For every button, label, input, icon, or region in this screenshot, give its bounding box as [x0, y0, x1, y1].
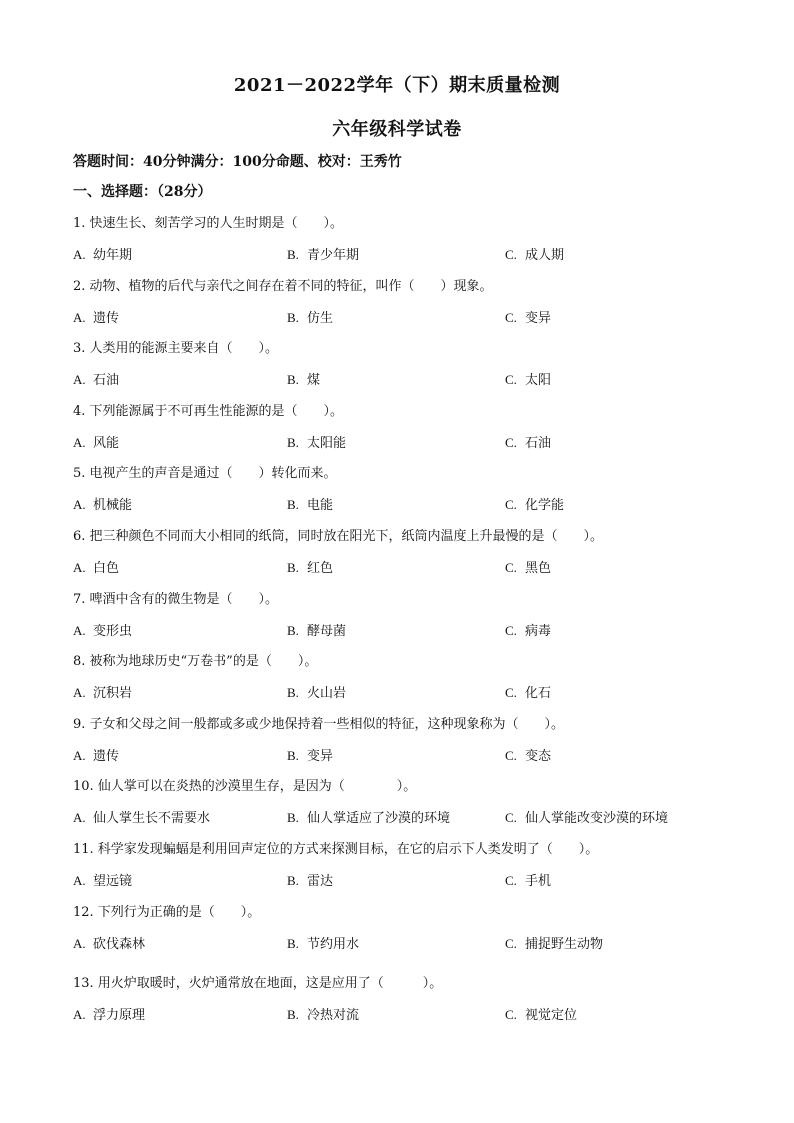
option-b — [287, 1004, 359, 1027]
question-13 — [73, 973, 733, 1036]
question-1 — [73, 213, 733, 276]
question-7 — [73, 589, 733, 652]
option-letter: B. — [287, 622, 299, 638]
question-stem: 9. 子女和父母之间一般都或多或少地保持着一些相似的特征，这种现象称为（ ）。 — [73, 716, 565, 732]
option-b — [287, 807, 450, 830]
option-a — [73, 557, 119, 580]
option-letter: B. — [287, 1007, 299, 1023]
question-options — [73, 620, 733, 651]
option-a — [73, 369, 119, 392]
option-c — [505, 682, 551, 705]
option-letter: C. — [505, 622, 517, 638]
option-text: 酵母菌 — [307, 623, 347, 639]
question-stem: 12. 下列行为正确的是（ ）。 — [73, 904, 261, 920]
option-text: 化学能 — [525, 498, 565, 514]
option-text: 仙人掌适应了沙漠的环境 — [307, 811, 451, 827]
option-a — [73, 933, 145, 956]
option-text: 变异 — [307, 748, 334, 764]
option-b — [287, 494, 333, 517]
question-stem: 1. 快速生长、刻苦学习的人生时期是（ ）。 — [73, 216, 344, 231]
option-b — [287, 307, 333, 330]
option-text: 机械能 — [93, 498, 133, 514]
option-b — [287, 432, 346, 455]
option-text: 节约用水 — [307, 936, 360, 952]
option-letter: A. — [73, 559, 86, 575]
option-letter: B. — [287, 559, 299, 575]
question-stem: 2. 动物、植物的后代与亲代之间存在着不同的特征，叫作（ ）现象。 — [73, 278, 493, 294]
option-letter: C. — [505, 309, 517, 325]
option-text: 雷达 — [307, 873, 334, 889]
option-c — [505, 557, 551, 580]
option-letter: A. — [73, 372, 86, 388]
option-letter: A. — [73, 497, 86, 513]
option-a — [73, 682, 132, 705]
option-text: 化石 — [525, 686, 552, 702]
question-list — [73, 213, 733, 1036]
option-text: 风能 — [93, 435, 120, 451]
option-text: 遗传 — [93, 748, 120, 764]
option-text: 黑色 — [525, 560, 552, 576]
option-text: 煤 — [307, 373, 321, 389]
option-c — [505, 933, 603, 956]
option-text: 太阳能 — [307, 435, 347, 451]
option-b — [287, 557, 333, 580]
option-a — [73, 870, 132, 893]
option-c — [505, 244, 564, 267]
option-a — [73, 432, 119, 455]
option-text: 电能 — [307, 498, 334, 514]
option-letter: A. — [73, 685, 86, 701]
option-letter: C. — [505, 372, 517, 388]
question-10 — [73, 776, 733, 839]
option-text: 青少年期 — [307, 248, 360, 263]
question-options — [73, 307, 733, 338]
option-text: 变形虫 — [93, 623, 133, 639]
question-options — [73, 244, 733, 275]
option-text: 望远镜 — [93, 873, 133, 889]
question-stem: 13. 用火炉取暖时，火炉通常放在地面，这是应用了（ ）。 — [73, 976, 443, 992]
option-text: 捕捉野生动物 — [525, 936, 604, 952]
option-letter: A. — [73, 622, 86, 638]
question-6 — [73, 526, 733, 589]
question-3 — [73, 338, 733, 401]
option-letter: A. — [73, 810, 86, 826]
option-letter: C. — [505, 247, 517, 262]
option-a — [73, 1004, 145, 1027]
option-letter: C. — [505, 497, 517, 513]
option-letter: C. — [505, 559, 517, 575]
question-options — [73, 1004, 733, 1035]
option-text: 仿生 — [307, 310, 334, 326]
section-heading: 一、选择题：（28分） — [73, 184, 212, 200]
option-text: 沉积岩 — [93, 686, 133, 702]
option-text: 变态 — [525, 748, 552, 764]
question-stem: 3. 人类用的能源主要来自（ ）。 — [73, 341, 279, 357]
option-text: 太阳 — [525, 373, 552, 389]
option-letter: C. — [505, 1007, 517, 1023]
option-letter: B. — [287, 747, 299, 763]
option-letter: A. — [73, 1007, 86, 1023]
option-text: 病毒 — [525, 623, 552, 639]
option-a — [73, 745, 119, 768]
option-text: 仙人掌能改变沙漠的环境 — [525, 811, 669, 827]
question-options — [73, 494, 733, 525]
option-letter: C. — [505, 872, 517, 888]
exam-subtitle: 六年级科学试卷 — [332, 119, 462, 140]
option-letter: B. — [287, 434, 299, 450]
option-letter: A. — [73, 935, 86, 951]
question-stem: 11. 科学家发现蝙蝠是利用回声定位的方式来探测目标，在它的启示下人类发明了（ ）。 — [73, 841, 599, 857]
option-letter: B. — [287, 309, 299, 325]
option-b — [287, 745, 333, 768]
question-stem: 7. 啤酒中含有的微生物是（ ）。 — [73, 591, 279, 607]
option-c — [505, 1004, 577, 1027]
option-b — [287, 244, 359, 267]
option-letter: B. — [287, 935, 299, 951]
option-letter: B. — [287, 247, 299, 262]
option-letter: C. — [505, 747, 517, 763]
question-options — [73, 745, 733, 776]
option-letter: B. — [287, 372, 299, 388]
option-letter: A. — [73, 747, 86, 763]
option-c — [505, 807, 668, 830]
question-stem: 10. 仙人掌可以在炎热的沙漠里生存，是因为（ ）。 — [73, 779, 417, 795]
exam-info: 答题时间：40分钟满分：100分命题、校对：王秀竹 — [73, 154, 402, 170]
option-text: 石油 — [93, 373, 120, 389]
option-c — [505, 745, 551, 768]
option-b — [287, 933, 359, 956]
option-b — [287, 870, 333, 893]
option-text: 火山岩 — [307, 686, 347, 702]
question-options — [73, 557, 733, 588]
question-stem: 6. 把三种颜色不同而大小相同的纸筒，同时放在阳光下，纸筒内温度上升最慢的是（ ）。 — [73, 528, 604, 544]
question-11 — [73, 839, 733, 902]
option-a — [73, 807, 210, 830]
option-text: 遗传 — [93, 310, 120, 326]
option-text: 白色 — [93, 560, 120, 576]
option-b — [287, 369, 320, 392]
option-text: 幼年期 — [93, 248, 133, 263]
question-2 — [73, 276, 733, 339]
question-stem: 4. 下列能源属于不可再生性能源的是（ ）。 — [73, 403, 344, 419]
option-b — [287, 682, 346, 705]
option-text: 成人期 — [525, 248, 565, 263]
option-c — [505, 369, 551, 392]
option-letter: A. — [73, 872, 86, 888]
question-5 — [73, 463, 733, 526]
question-options — [73, 432, 733, 463]
option-text: 手机 — [525, 873, 552, 889]
option-text: 砍伐森林 — [93, 936, 146, 952]
option-text: 浮力原理 — [93, 1008, 146, 1024]
option-c — [505, 620, 551, 643]
option-text: 石油 — [525, 435, 552, 451]
question-options — [73, 369, 733, 400]
option-a — [73, 620, 132, 643]
exam-title: 2021－2022学年（下）期末质量检测 — [233, 75, 561, 96]
question-options — [73, 807, 733, 838]
option-letter: A. — [73, 309, 86, 325]
option-text: 冷热对流 — [307, 1008, 360, 1024]
option-letter: B. — [287, 685, 299, 701]
option-a — [73, 494, 132, 517]
option-letter: B. — [287, 810, 299, 826]
option-letter: C. — [505, 935, 517, 951]
question-9 — [73, 714, 733, 777]
option-text: 红色 — [307, 560, 334, 576]
option-c — [505, 432, 551, 455]
option-text: 视觉定位 — [525, 1008, 578, 1024]
option-c — [505, 494, 564, 517]
option-letter: C. — [505, 434, 517, 450]
option-letter: A. — [73, 247, 86, 262]
option-a — [73, 244, 132, 267]
option-letter: C. — [505, 810, 517, 826]
option-text: 变异 — [525, 310, 552, 326]
question-options — [73, 682, 733, 713]
option-c — [505, 870, 551, 893]
option-b — [287, 620, 346, 643]
option-letter: B. — [287, 872, 299, 888]
option-letter: B. — [287, 497, 299, 513]
option-a — [73, 307, 119, 330]
option-c — [505, 307, 551, 330]
option-letter: C. — [505, 685, 517, 701]
question-8 — [73, 651, 733, 714]
option-letter: A. — [73, 434, 86, 450]
question-options — [73, 870, 733, 901]
option-text: 仙人掌生长不需要水 — [93, 811, 211, 827]
question-stem: 5. 电视产生的声音是通过（ ）转化而来。 — [73, 466, 337, 482]
question-4 — [73, 401, 733, 464]
question-stem: 8. 被称为地球历史“万卷书”的是（ ）。 — [73, 654, 318, 670]
question-options — [73, 933, 733, 964]
question-12 — [73, 902, 733, 965]
